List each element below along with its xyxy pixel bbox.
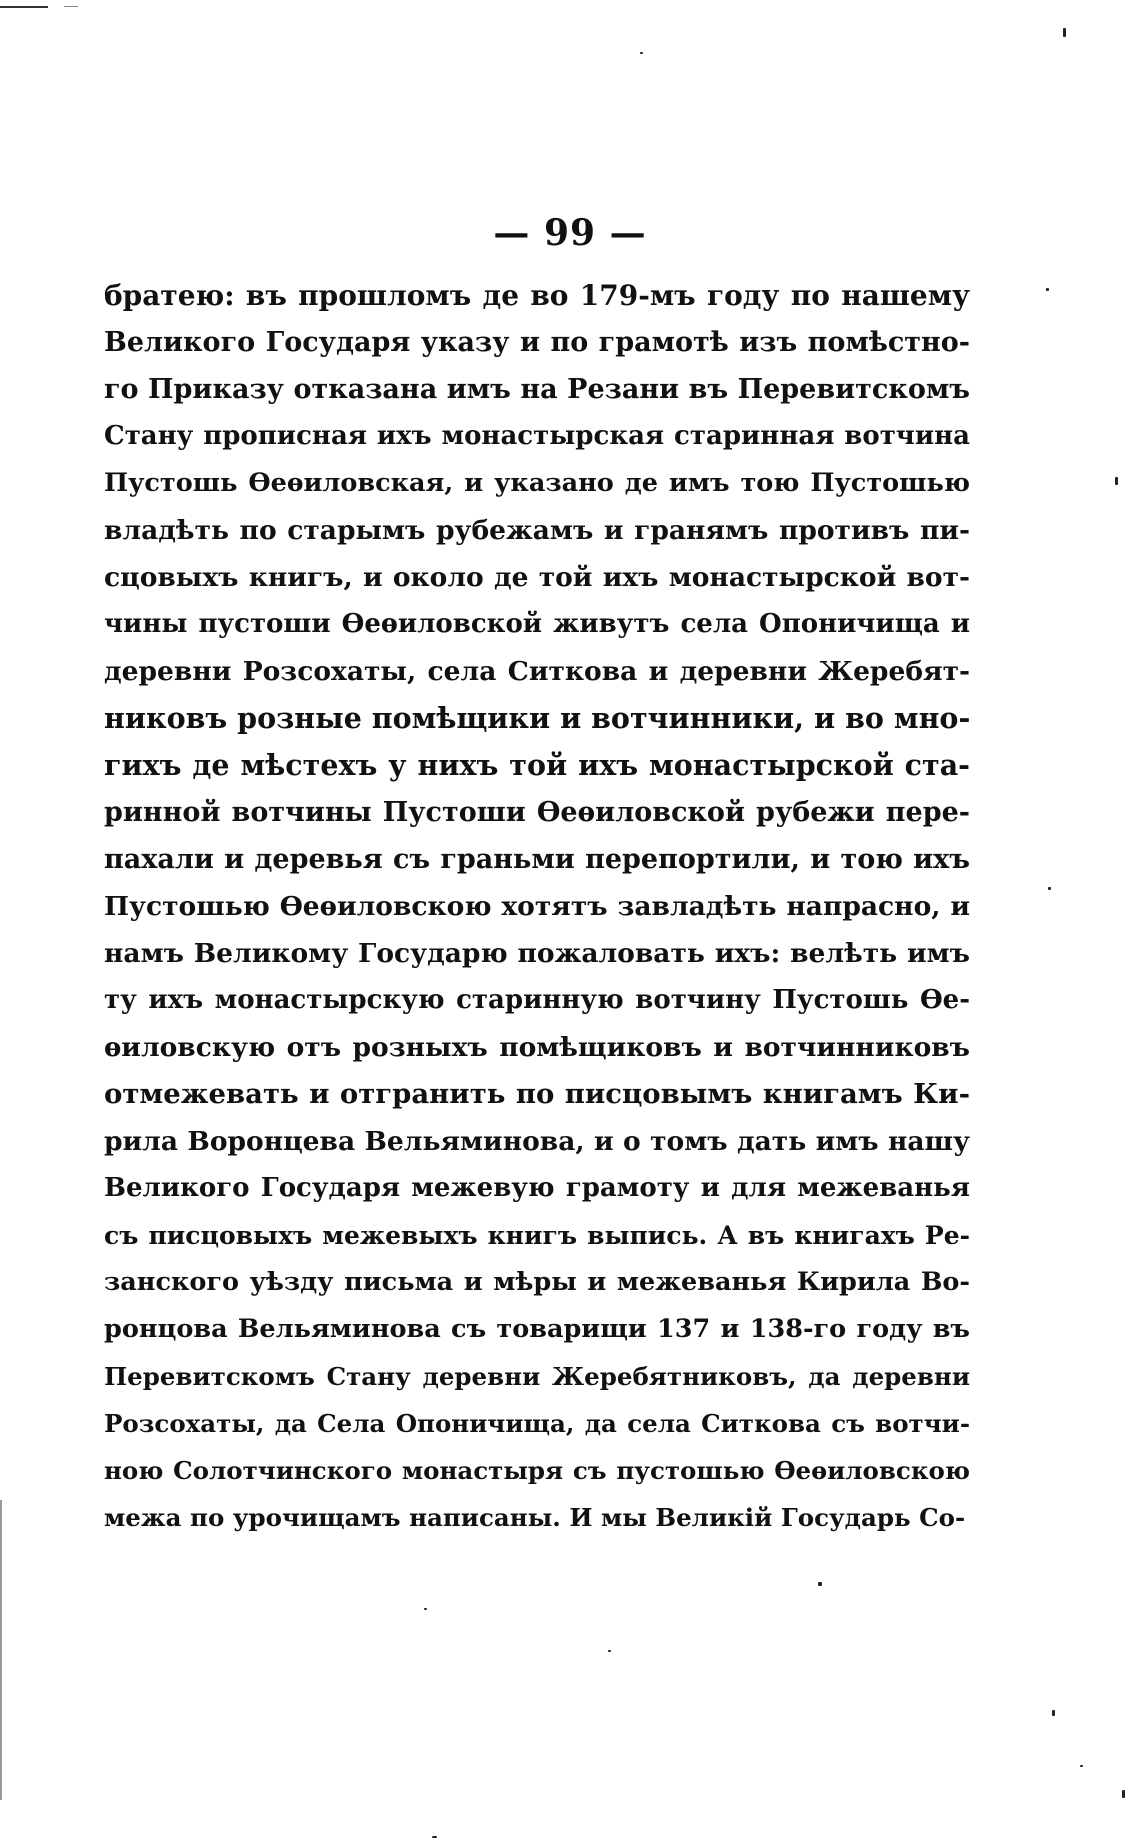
scan-edge-mark (0, 6, 48, 8)
text-line: съ писцовыхъ межевыхъ книгъ выпись. А въ книгахъ Ре- (104, 1221, 970, 1250)
text-line: Розсохаты, да Села Опоничища, да села Ситкова съ вотчи- (104, 1409, 970, 1438)
text-line: ринной вотчины Пустоши Ѳеѳиловской рубежи пере- (104, 797, 970, 828)
text-line: намъ Великому Государю пожаловать ихъ: велѣть имъ (104, 938, 970, 969)
scan-speck (640, 52, 643, 54)
page-number: — 99 — (493, 212, 647, 254)
scan-speck (1115, 477, 1118, 485)
text-line: Пустошь Ѳеѳиловская, и указано де имъ тою Пустошью (104, 468, 970, 498)
text-line: отмежевать и отгранить по писцовымъ книгамъ Ки- (104, 1078, 970, 1110)
text-line: Перевитскомъ Стану деревни Жеребятниковъ, да деревни (104, 1362, 970, 1391)
text-line: никовъ розные помѣщики и вотчинники, и во мно- (104, 701, 970, 735)
text-line: чины пустоши Ѳеѳиловской живутъ села Опоничища и (104, 609, 970, 639)
text-line: ту ихъ монастырскую старинную вотчину Пустошь Ѳе- (104, 985, 970, 1015)
scan-edge-mark (64, 6, 78, 7)
scan-speck (1122, 1790, 1125, 1798)
text-line: го Приказу отказана имъ на Резани въ Перевитскомъ (104, 374, 970, 405)
body-text (104, 272, 970, 1541)
scan-speck (1052, 1710, 1055, 1716)
scan-edge-mark (0, 1500, 2, 1800)
scan-speck (432, 1836, 437, 1838)
text-line: ѳиловскую отъ розныхъ помѣщиковъ и вотчинниковъ (104, 1032, 970, 1063)
text-line: ною Солотчинского монастыря съ пустошью Ѳеѳиловскою (104, 1456, 970, 1485)
scan-speck (1046, 288, 1049, 291)
text-line: гихъ де мѣстехъ у нихъ той ихъ монастырской ста- (104, 748, 970, 782)
text-line: Великого Государя указу и по грамотѣ изъ помѣстно- (104, 327, 970, 358)
scan-speck (424, 1608, 427, 1610)
text-line: рила Воронцева Вельяминова, и о томъ дать имъ нашу (104, 1126, 970, 1157)
scan-speck (1080, 1765, 1083, 1767)
text-line: межа по урочищамъ написаны. И мы Великій Государь Со- (104, 1503, 966, 1532)
text-line: Пустошью Ѳеѳиловскою хотятъ завладѣть напрасно, и (104, 891, 970, 922)
text-line: братею: въ прошломъ де во 179-мъ году по нашему (104, 279, 970, 312)
text-line: владѣть по старымъ рубежамъ и гранямъ противъ пи- (104, 515, 970, 546)
text-line: занского уѣзду письма и мѣры и межеванья Кирила Во- (104, 1267, 970, 1297)
text-line: Великого Государя межевую грамоту и для межеванья (104, 1173, 970, 1203)
scan-speck (1063, 28, 1066, 37)
text-line: пахали и деревья съ граньми перепортили, и тою ихъ (104, 844, 970, 875)
text-line: деревни Розсохаты, села Ситкова и деревни Жеребят- (104, 656, 970, 687)
text-line: ронцова Вельяминова съ товарищи 137 и 138-го году въ (104, 1314, 970, 1344)
scan-speck (1048, 887, 1051, 890)
text-line: Стану прописная ихъ монастырская старинная вотчина (104, 421, 970, 451)
scan-speck (818, 1582, 822, 1586)
text-line: сцовыхъ книгъ, и около де той ихъ монастырской вот- (104, 562, 970, 593)
scan-speck (608, 1650, 611, 1652)
